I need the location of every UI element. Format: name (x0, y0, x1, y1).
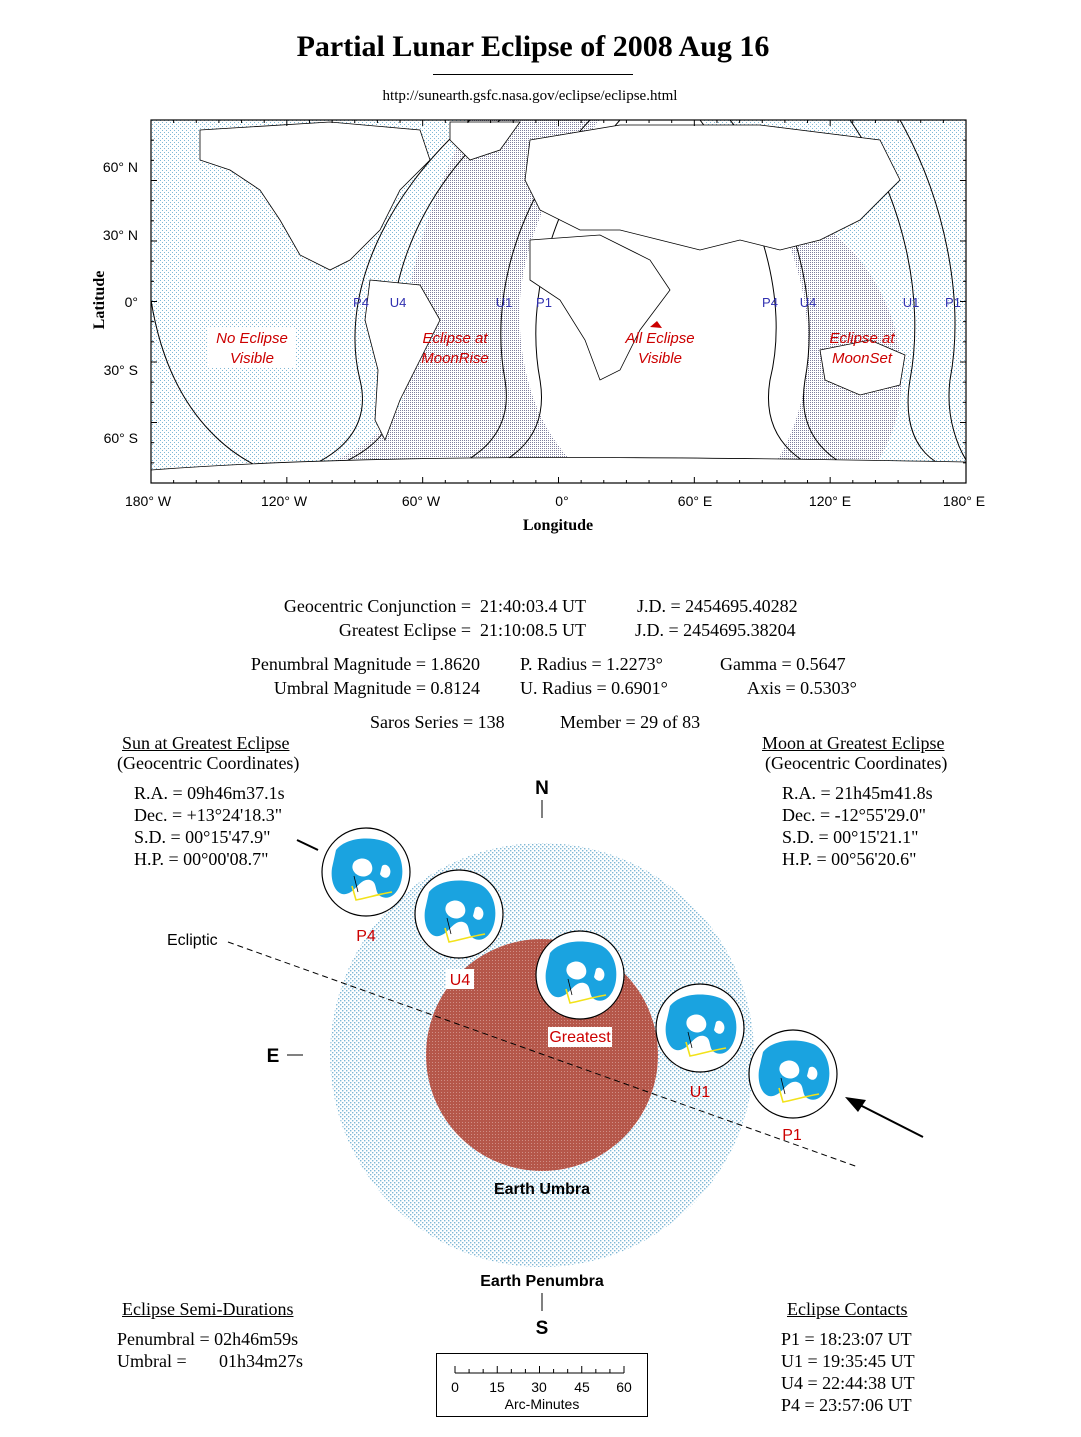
moon-p1 (749, 1030, 837, 1118)
region-moonrise: MoonRise (421, 350, 489, 367)
lon-tick-label: 120° W (260, 493, 308, 509)
moon-u4 (415, 870, 503, 958)
penumbral-radius: P. Radius = 1.2273° (520, 654, 663, 674)
lat-tick-label: 30° S (103, 362, 138, 378)
north-label: N (535, 778, 549, 799)
title-divider (433, 74, 633, 75)
sun-ra: R.A. = 09h46m37.1s (134, 783, 285, 803)
lat-tick-label: 0° (124, 294, 138, 310)
moon-label-p4: P4 (356, 928, 376, 945)
umbral-semi-duration-label: Umbral = (117, 1351, 187, 1371)
map-contact-label: P4 (353, 295, 369, 310)
penumbral-semi-duration: Penumbral = 02h46m59s (117, 1329, 299, 1349)
moon-label-u1: U1 (689, 1084, 711, 1101)
lon-tick-label: 0° (555, 493, 569, 509)
map-contact-label: U1 (495, 295, 513, 310)
semi-durations-heading: Eclipse Semi-Durations (122, 1299, 294, 1319)
contact-u4: U4 = 22:44:38 UT (781, 1373, 915, 1393)
greatest-label: Greatest Eclipse = (338, 620, 471, 640)
saros-series: Saros Series = 138 (370, 712, 505, 732)
region-moonrise: Eclipse at (422, 330, 488, 347)
east-label: E (266, 1046, 280, 1067)
contacts-heading: Eclipse Contacts (787, 1299, 908, 1319)
region-moonset: Eclipse at (829, 330, 895, 347)
arrowhead-icon (845, 1097, 866, 1112)
map-contact-label: U4 (389, 295, 407, 310)
moon-label-u4: U4 (449, 972, 471, 989)
umbral-radius: U. Radius = 0.6901° (520, 678, 668, 698)
sun-hp: H.P. = 00°00'08.7" (134, 849, 269, 869)
region-no-eclipse: Visible (230, 350, 274, 367)
moon-label-p1: P1 (782, 1127, 802, 1144)
page-title: Partial Lunar Eclipse of 2008 Aug 16 (296, 30, 770, 63)
moon-u1 (656, 984, 744, 1072)
moon-subheading: (Geocentric Coordinates) (765, 753, 948, 773)
lat-tick-label: 60° S (103, 430, 138, 446)
lon-tick-label: 60° E (677, 493, 713, 509)
penumbral-magnitude: Penumbral Magnitude = 1.8620 (250, 654, 480, 674)
sun-dec: Dec. = +13°24'18.3" (134, 805, 283, 825)
sun-sd: S.D. = 00°15'47.9" (134, 827, 271, 847)
moon-path-pointer (297, 840, 318, 850)
region-no-eclipse: No Eclipse (216, 330, 288, 347)
map-xlabel: Longitude (522, 517, 594, 534)
lon-tick-label: 60° W (401, 493, 441, 509)
moon-ra: R.A. = 21h45m41.8s (782, 783, 933, 803)
lon-tick-label: 120° E (808, 493, 852, 509)
sun-subheading: (Geocentric Coordinates) (117, 753, 300, 773)
umbral-magnitude: Umbral Magnitude = 0.8124 (273, 678, 480, 698)
contact-u1: U1 = 19:35:45 UT (781, 1351, 915, 1371)
scale-tick-label: 30 (531, 1379, 547, 1395)
eclipse-diagram (0, 770, 1081, 1350)
saros-member: Member = 29 of 83 (560, 712, 701, 732)
umbra-label: Earth Umbra (493, 1181, 591, 1198)
moon-heading: Moon at Greatest Eclipse (762, 733, 945, 753)
region-all-eclipse: Visible (638, 350, 682, 367)
map-contact-label: P1 (945, 295, 961, 310)
south-label: S (535, 1318, 549, 1339)
conjunction-label: Geocentric Conjunction = (283, 596, 471, 616)
scale-label: Arc-Minutes (504, 1396, 580, 1412)
scale-tick-label: 60 (616, 1379, 632, 1395)
moon-p4 (322, 828, 410, 916)
axis-value: Axis = 0.5303° (747, 678, 857, 698)
moon-direction-arrow (858, 1104, 923, 1137)
contact-p1: P1 = 18:23:07 UT (781, 1329, 912, 1349)
scale-tick-label: 0 (451, 1379, 459, 1395)
greatest-time: 21:10:08.5 UT (480, 620, 586, 640)
scale-tick-label: 45 (574, 1379, 590, 1395)
moon-dec: Dec. = -12°55'29.0" (782, 805, 926, 825)
ecliptic-label: Ecliptic (167, 932, 218, 949)
moon-greatest (536, 931, 624, 1019)
map-contact-label: U1 (902, 295, 920, 310)
lon-tick-label: 180° E (942, 493, 986, 509)
lon-tick-label: 180° W (124, 493, 172, 509)
penumbra-label: Earth Penumbra (480, 1273, 604, 1290)
sun-heading: Sun at Greatest Eclipse (122, 733, 290, 753)
conjunction-time: 21:40:03.4 UT (480, 596, 586, 616)
source-url[interactable]: http://sunearth.gsfc.nasa.gov/eclipse/eclipse.html (382, 88, 678, 104)
moon-hp: H.P. = 00°56'20.6" (782, 849, 917, 869)
contact-p4: P4 = 23:57:06 UT (781, 1395, 912, 1415)
visibility-map (0, 110, 1081, 540)
moon-label-greatest: Greatest (549, 1029, 611, 1046)
map-contact-label: P1 (536, 295, 552, 310)
gamma-value: Gamma = 0.5647 (720, 654, 846, 674)
conjunction-jd: J.D. = 2454695.40282 (637, 596, 798, 616)
greatest-jd: J.D. = 2454695.38204 (635, 620, 796, 640)
region-moonset: MoonSet (831, 350, 893, 367)
region-all-eclipse: All Eclipse (625, 330, 695, 347)
lat-tick-label: 30° N (102, 227, 138, 243)
map-contact-label: P4 (762, 295, 778, 310)
arcminute-scale (436, 1353, 648, 1417)
map-contact-label: U4 (799, 295, 817, 310)
moon-sd: S.D. = 00°15'21.1" (782, 827, 919, 847)
scale-tick-label: 15 (489, 1379, 505, 1395)
lat-tick-label: 60° N (102, 159, 138, 175)
umbral-semi-duration: 01h34m27s (219, 1351, 304, 1371)
map-ylabel: Latitude (91, 270, 108, 330)
